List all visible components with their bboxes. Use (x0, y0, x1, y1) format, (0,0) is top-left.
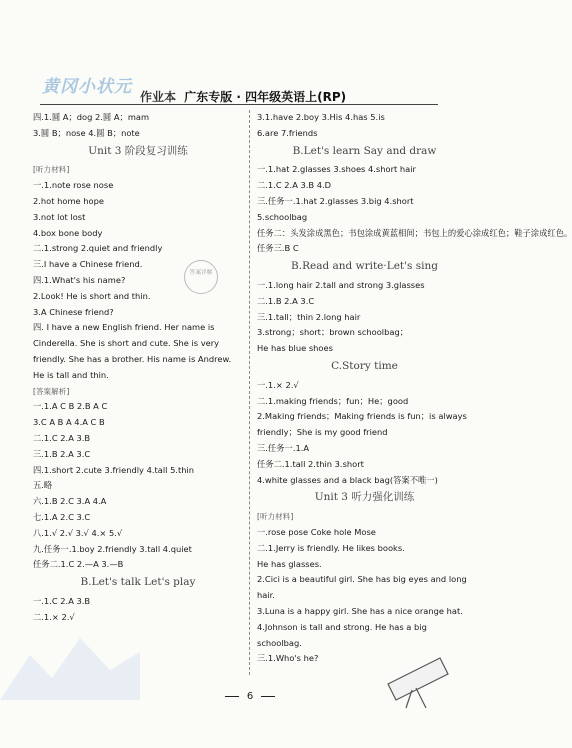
answer-line: 任务二.1.C 2.—A 3.—B (33, 559, 124, 570)
answer-line: 4.Johnson is tall and strong. He has a big schoolbag. (257, 621, 427, 648)
answer-line: 一.rose pose Coke hole Mose (257, 526, 376, 537)
answer-line: 二.1.C 2.A 3.B 4.D (257, 180, 332, 191)
answer-line: 3.C A B A 4.A C B (33, 417, 105, 428)
answer-line: 3.not lot lost (33, 211, 86, 222)
answer-line: [听力材料] (257, 512, 294, 522)
answer-line: 2.Look! He is short and thin. (33, 290, 151, 301)
answer-line: 五.略 (33, 480, 53, 491)
answer-line: B.Read and write·Let's sing (291, 260, 438, 273)
answer-line: 六.1.B 2.C 3.A 4.A (33, 496, 107, 507)
left-answer-column (33, 110, 243, 626)
answer-line: 一.1.× 2.√ (257, 379, 299, 390)
answer-stamp: 答案详解 (184, 260, 218, 294)
answer-line: 三.任务一.1.A (257, 442, 310, 453)
answer-line: 三.1.Who's he? (257, 653, 319, 664)
answer-line: 2.Making friends；Making friends is fun；is always friendly；She is my good friend (257, 411, 467, 438)
answer-line: 2.hot home hope (33, 195, 105, 206)
page-header (0, 0, 500, 112)
answer-line: 四.1.short 2.cute 3.friendly 4.tall 5.thin (33, 464, 195, 475)
answer-line: 一.1.C 2.A 3.B (33, 595, 91, 606)
page-number-row (0, 691, 500, 702)
answer-line: 3.圆 B；nose 4.圆 B；note (33, 127, 140, 138)
answer-line: B.Let's learn Say and draw (292, 144, 437, 157)
answer-line: 三.1.B 2.A 3.C (33, 448, 91, 459)
answer-line: 二.1.making friends；fun；He；good (257, 395, 409, 406)
answer-line: 三.I have a Chinese friend. (33, 259, 143, 270)
answer-line: 七.1.A 2.C 3.C (33, 511, 91, 522)
answer-line: 四.1.What's his name? (33, 274, 126, 285)
dash-right (261, 696, 275, 697)
answer-line: 二.1.strong 2.quiet and friendly (33, 243, 163, 254)
header-rule (40, 104, 438, 105)
answer-line: 3.strong；short；brown schoolbag； (257, 327, 409, 338)
answer-line: B.Let's talk Let's play (80, 576, 196, 589)
answer-line: 八.1.√ 2.√ 3.√ 4.× 5.√ (33, 527, 123, 538)
answer-line: 四.1.圆 A；dog 2.圆 A；mam (33, 112, 150, 122)
answer-line: 3.Luna is a happy girl. She has a nice orange hat. (257, 605, 463, 616)
answer-line: 5.schoolbag (257, 211, 308, 222)
answer-line: 任务二：头发涂成黑色；书包涂成黄蓝相间；书包上的爱心涂成红色；鞋子涂成红色。 (257, 227, 572, 238)
answer-line: 6.are 7.friends (257, 127, 318, 138)
series-name: 作业本 (140, 90, 177, 104)
answer-line: 4.white glasses and a black bag(答案不唯一) (257, 474, 438, 485)
answer-line: He has glasses. (257, 558, 322, 569)
answer-line: [答案解析] (33, 386, 70, 396)
answer-line: Unit 3 阶段复习训练 (88, 144, 188, 157)
page-number: 6 (246, 691, 254, 702)
answer-line: [听力材料] (33, 165, 70, 175)
answer-line: C.Story time (331, 359, 398, 372)
brand-logo: 黄冈小状元 (42, 77, 132, 97)
answer-line: 3.A Chinese friend? (33, 306, 114, 317)
answer-line: 一.1.hat 2.glasses 3.shoes 4.short hair (257, 164, 416, 175)
answer-line: 一.1.A C B 2.B A C (33, 401, 108, 412)
answer-line: 二.1.× 2.√ (33, 611, 75, 622)
answer-line: 四. I have a new English friend. Her name is Cinderella. She is short and cute. She is very friendly. She has a brother. His name is Andrew. He is tall and thin. (33, 322, 232, 380)
answer-line: 九.任务一.1.boy 2.friendly 3.tall 4.quiet (33, 543, 192, 554)
edition-name: 广东专版 · 四年级英语上(RP) (184, 90, 347, 104)
answer-line: 3.1.have 2.boy 3.His 4.has 5.is (257, 112, 385, 122)
header-title (140, 88, 346, 105)
answer-line: He has blue shoes (257, 343, 333, 354)
answer-line: Unit 3 听力强化训练 (314, 491, 415, 504)
column-divider (249, 110, 250, 675)
answer-line: 二.1.B 2.A 3.C (257, 295, 315, 306)
answer-line: 任务三.B C (257, 243, 299, 254)
right-answer-column (257, 110, 572, 667)
answer-line: 二.1.Jerry is friendly. He likes books. (257, 542, 405, 553)
answer-line: 一.1.long hair 2.tall and strong 3.glasses (257, 279, 425, 290)
answer-line: 三.任务一.1.hat 2.glasses 3.big 4.short (257, 195, 414, 206)
answer-line: 三.1.tall；thin 2.long hair (257, 311, 361, 322)
dash-left (225, 696, 239, 697)
answer-line: 二.1.C 2.A 3.B (33, 432, 91, 443)
answer-line: 4.box bone body (33, 227, 103, 238)
answer-line: 一.1.note rose nose (33, 180, 114, 191)
answer-line: 2.Cici is a beautiful girl. She has big eyes and long hair. (257, 574, 467, 601)
answer-line: 任务二.1.tall 2.thin 3.short (257, 458, 364, 469)
